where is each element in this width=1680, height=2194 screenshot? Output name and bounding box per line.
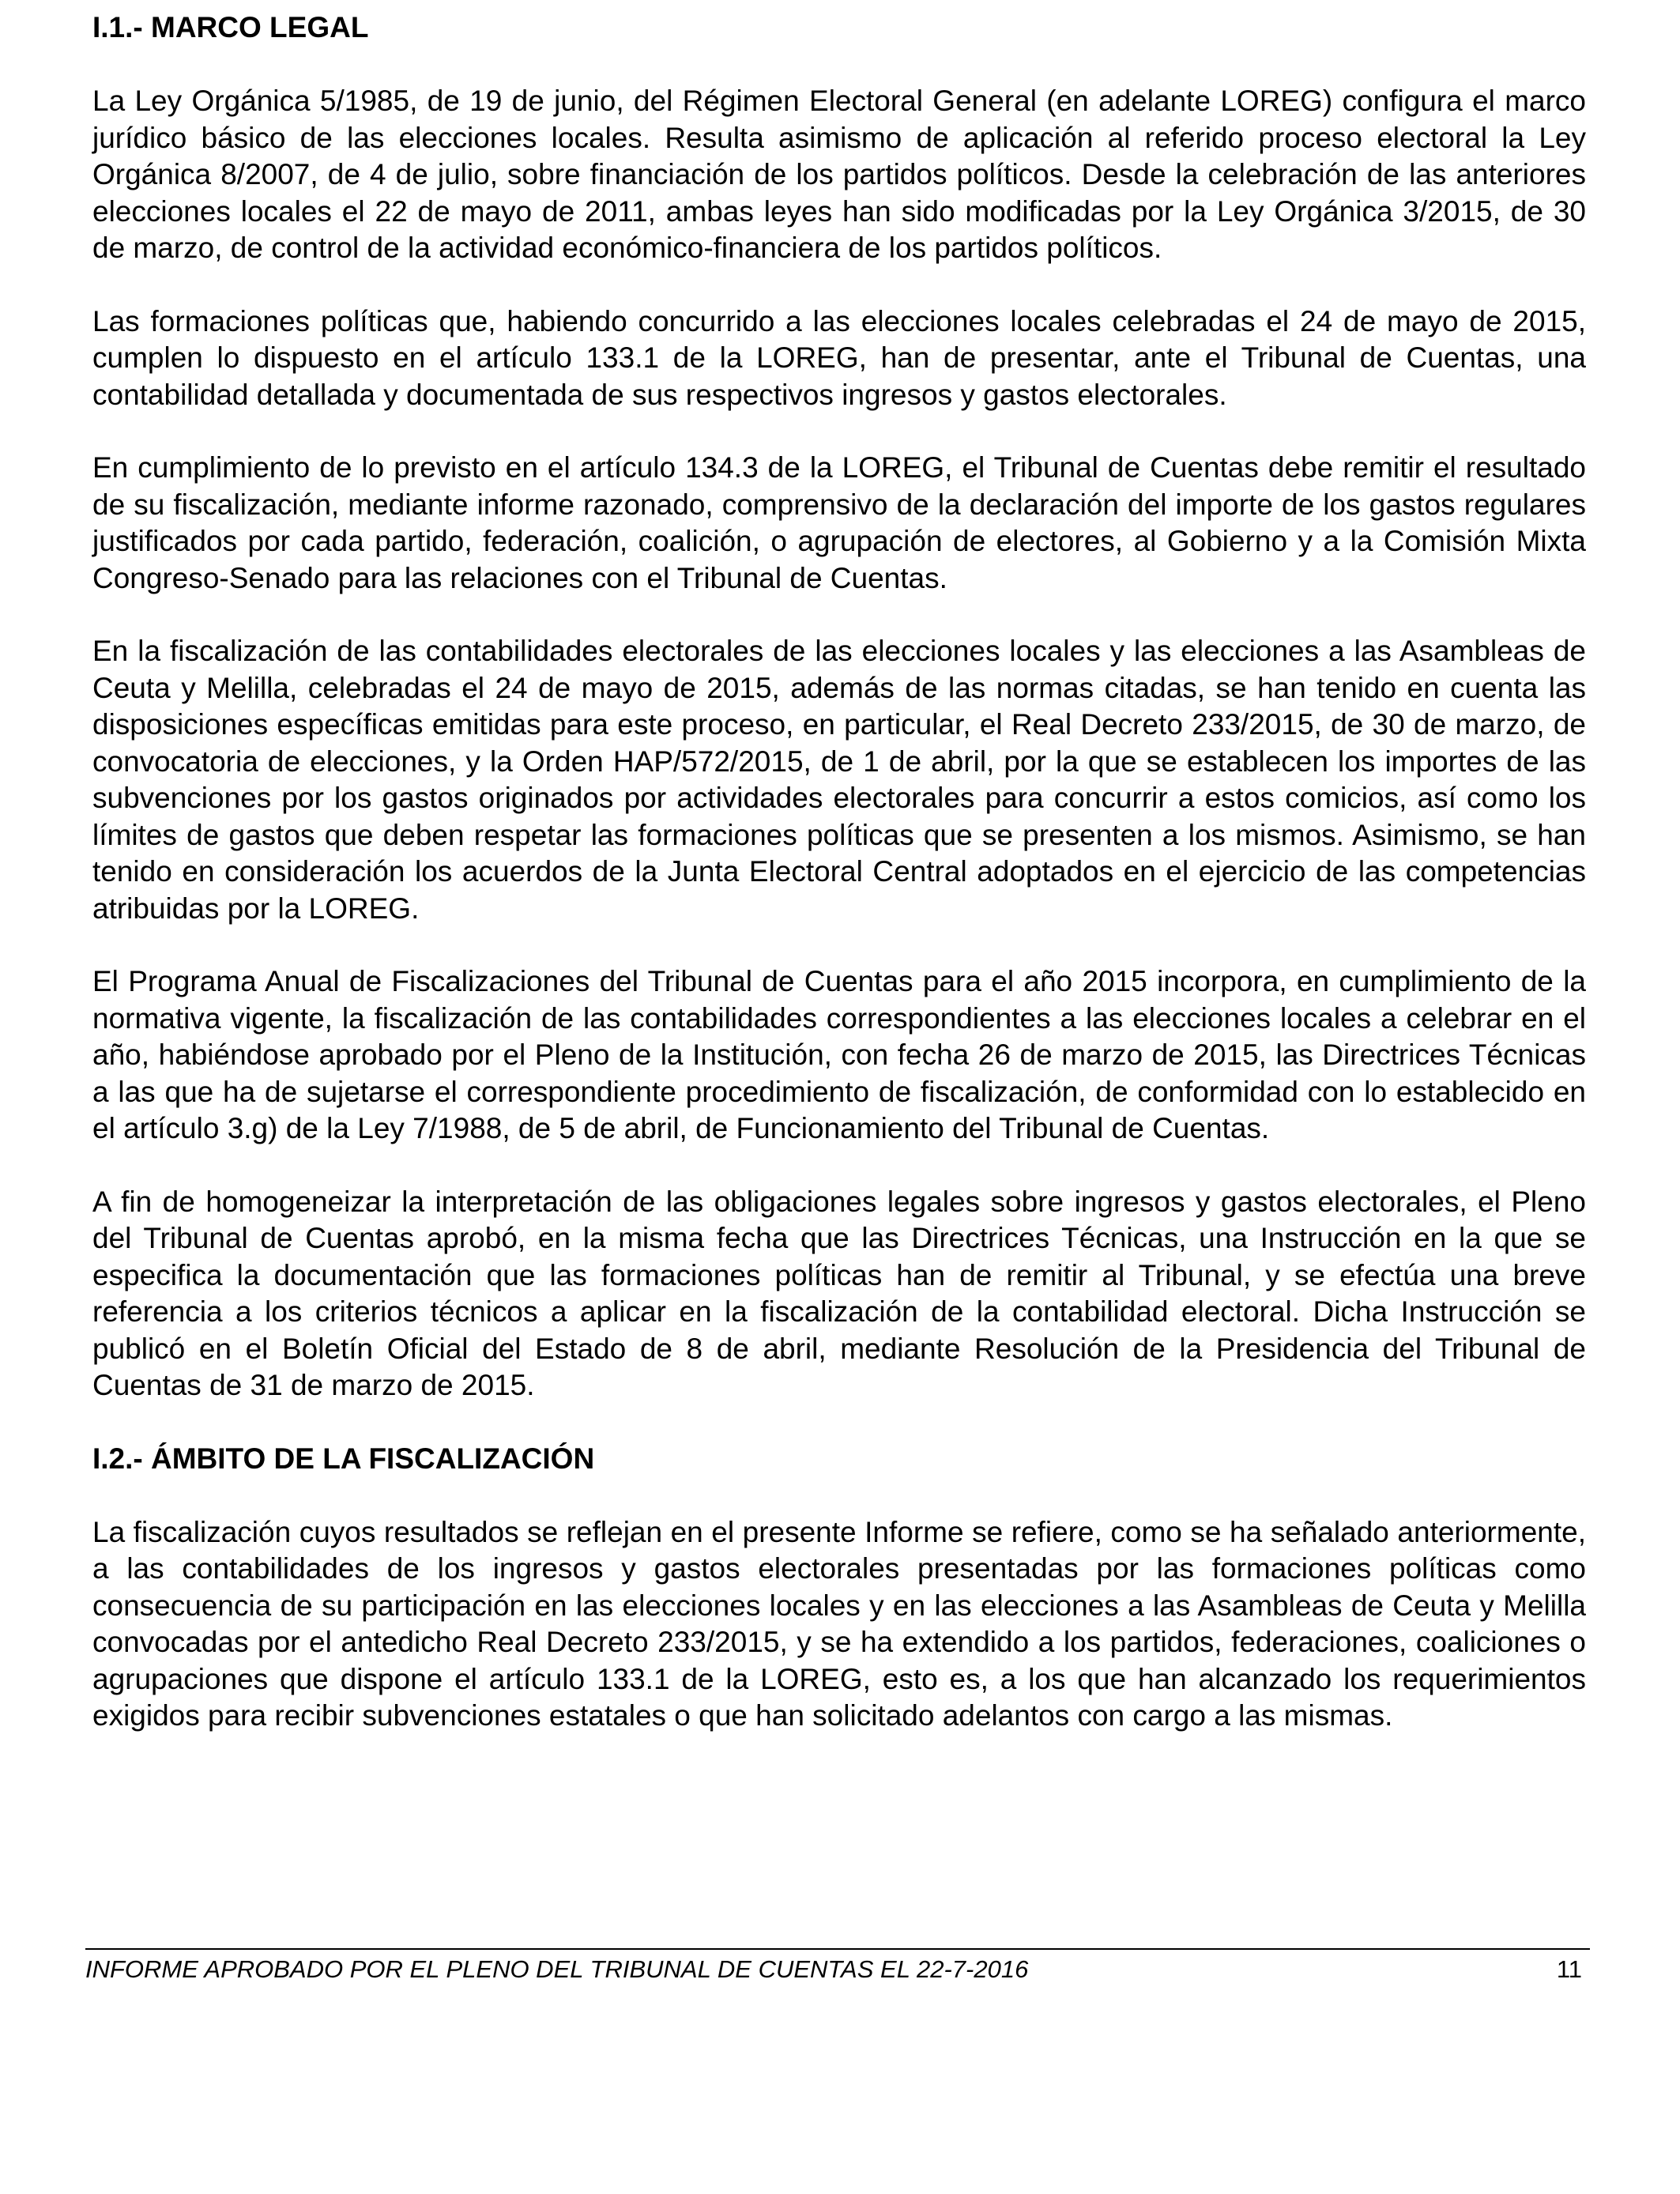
page-footer: [85, 1948, 1590, 1985]
paragraph: La Ley Orgánica 5/1985, de 19 de junio, del Régimen Electoral General (en adelante LOREG) configura el marco jurídico básico de las elecciones locales. Resulta asimismo de aplicación al referido proceso electoral la Ley Orgánica 8/2007, de 4 de julio, sobre financiación de los partidos políticos. Desde la celebración de las anteriores elecciones locales el 22 de mayo de 2011, ambas leyes han sido modificadas por la Ley Orgánica 3/2015, de 30 de marzo, de control de la actividad económico-financiera de los partidos políticos.: [92, 85, 1586, 264]
section-heading-ambito: I.2.- ÁMBITO DE LA FISCALIZACIÓN: [92, 1442, 595, 1475]
paragraph: En cumplimiento de lo previsto en el artículo 134.3 de la LOREG, el Tribunal de Cuentas debe remitir el resultado de su fiscalización, mediante informe razonado, comprensivo de la declaración del importe de los gastos regulares justificados por cada partido, federación, coalición, o agrupación de electores, al Gobierno y a la Comisión Mixta Congreso-Senado para las relaciones con el Tribunal de Cuentas.: [92, 451, 1586, 594]
paragraph: En la fiscalización de las contabilidades electorales de las elecciones locales y las elecciones a las Asambleas de Ceuta y Melilla, celebradas el 24 de mayo de 2015, además de las normas citadas, se han tenido en cuenta las disposiciones específicas emitidas para este proceso, en particular, el Real Decreto 233/2015, de 30 de marzo, de convocatoria de elecciones, y la Orden HAP/572/2015, de 1 de abril, por la que se establecen los importes de las subvenciones por los gastos originados por actividades electorales para concurrir a estos comicios, así como los límites de gastos que deben respetar las formaciones políticas que se presenten a los mismos. Asimismo, se han tenido en consideración los acuerdos de la Junta Electoral Central adoptados en el ejercicio de las competencias atribuidas por la LOREG.: [92, 635, 1586, 925]
page-number: 11: [1556, 1955, 1582, 1983]
paragraph: Las formaciones políticas que, habiendo concurrido a las elecciones locales celebradas el 24 de mayo de 2015, cumplen lo dispuesto en el artículo 133.1 de la LOREG, han de presentar, ante el Tribunal de Cuentas, una contabilidad detallada y documentada de sus respectivos ingresos y gastos electorales.: [92, 304, 1586, 411]
footer-text: INFORME APROBADO POR EL PLENO DEL TRIBUNAL DE CUENTAS EL 22-7-2016: [85, 1955, 1029, 1983]
section-heading-marco-legal: I.1.- MARCO LEGAL: [92, 11, 369, 43]
paragraph: A fin de homogeneizar la interpretación de las obligaciones legales sobre ingresos y gastos electorales, el Pleno del Tribunal de Cuentas aprobó, en la misma fecha que las Directrices Técnicas, una Instrucción en la que se especifica la documentación que las formaciones políticas han de remitir al Tribunal, y se efectúa una breve referencia a los criterios técnicos a aplicar en la fiscalización de la contabilidad electoral. Dicha Instrucción se publicó en el Boletín Oficial del Estado de 8 de abril, mediante Resolución de la Presidencia del Tribunal de Cuentas de 31 de marzo de 2015.: [92, 1185, 1586, 1401]
document-page: [92, 9, 1586, 1771]
paragraph: La fiscalización cuyos resultados se reflejan en el presente Informe se refiere, como se ha señalado anteriormente, a las contabilidades de los ingresos y gastos electorales presentadas por las formaciones políticas como consecuencia de su participación en las elecciones locales y en las elecciones a las Asambleas de Ceuta y Melilla convocadas por el antedicho Real Decreto 233/2015, y se ha extendido a los partidos, federaciones, coaliciones o agrupaciones que dispone el artículo 133.1 de la LOREG, esto es, a los que han alcanzado los requerimientos exigidos para recibir subvenciones estatales o que han solicitado adelantos con cargo a las mismas.: [92, 1515, 1586, 1732]
paragraph: El Programa Anual de Fiscalizaciones del Tribunal de Cuentas para el año 2015 incorpora, en cumplimiento de la normativa vigente, la fiscalización de las contabilidades correspondientes a las elecciones locales a celebrar en el año, habiéndose aprobado por el Pleno de la Institución, con fecha 26 de marzo de 2015, las Directrices Técnicas a las que ha de sujetarse el correspondiente procedimiento de fiscalización, de conformidad con lo establecido en el artículo 3.g) de la Ley 7/1988, de 5 de abril, de Funcionamiento del Tribunal de Cuentas.: [92, 965, 1586, 1144]
